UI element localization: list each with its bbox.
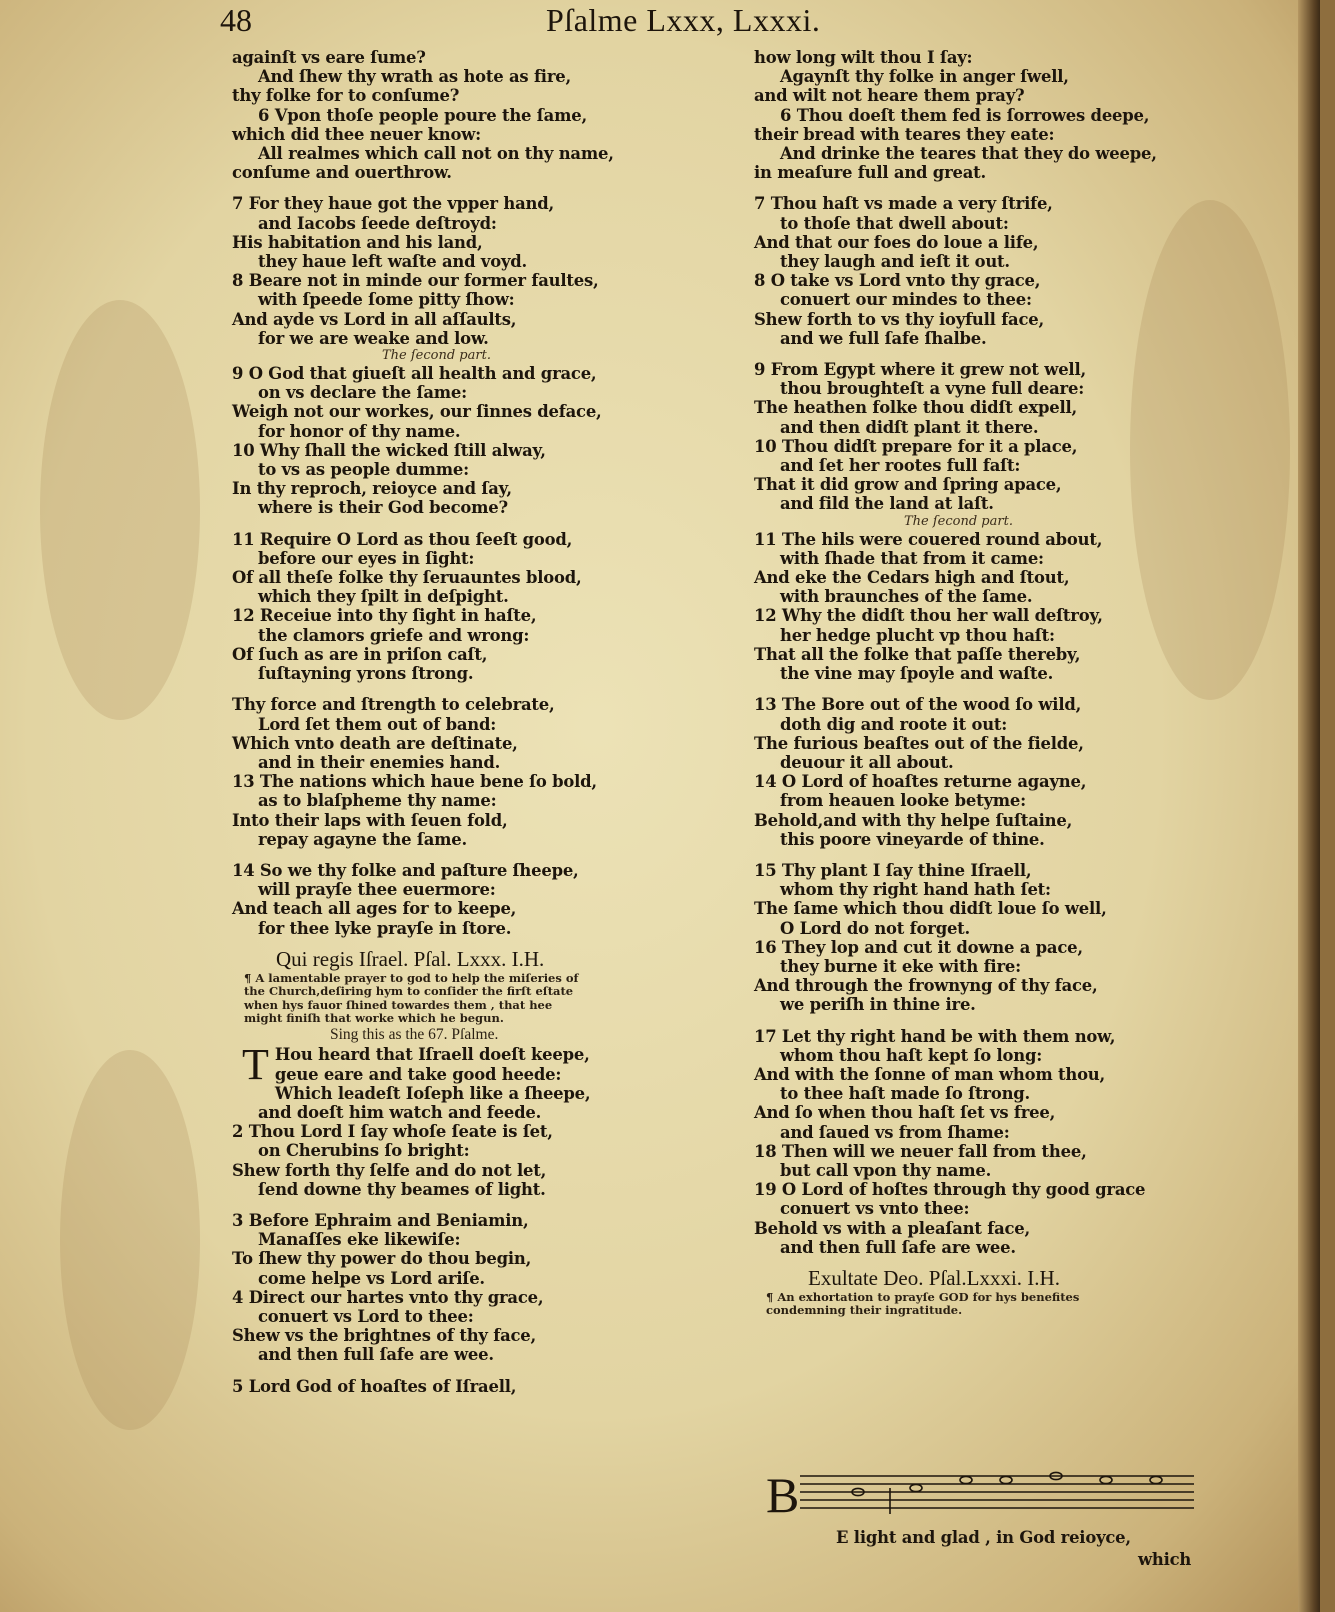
- verse-line: Manaſſes eke likewiſe:: [258, 1230, 461, 1250]
- first-verse: [232, 1040, 702, 1199]
- verse-line: Shew forth thy ſelfe and do not let,: [232, 1160, 547, 1180]
- psalm-argument: [754, 1291, 1194, 1318]
- verse-line: And drinke the teares that they do weepe,: [780, 144, 1157, 164]
- verse-block: [232, 194, 702, 348]
- verse-line: this poore vineyarde of thine.: [780, 829, 1045, 849]
- verse-line: O Lord do not forget.: [780, 918, 971, 938]
- verse-line: In thy reproch, reioyce and ſay,: [232, 479, 512, 499]
- verse-line: And ſhew thy wrath as hote as fire,: [258, 67, 572, 87]
- verse-line: conuert vs vnto thee:: [780, 1199, 970, 1219]
- verse-line: To ſhew thy power do thou begin,: [232, 1249, 532, 1269]
- verse-line: 2 Thou Lord I ſay whoſe ſeate is ſet,: [232, 1122, 553, 1142]
- verse-line: And eke the Cedars high and ſtout,: [754, 568, 1070, 588]
- verse-line: Shew forth to vs thy ioyfull face,: [754, 309, 1044, 329]
- verse-line: thou broughteſt a vyne full deare:: [780, 379, 1085, 399]
- page-title: Pſalme Lxxx, Lxxxi.: [546, 2, 821, 38]
- verse-line: 9 From Egypt where it grew not well,: [754, 360, 1086, 380]
- verse-line: will prayſe thee euermore:: [258, 880, 496, 900]
- verse-line: to thee haſt made ſo ſtrong.: [780, 1084, 1031, 1104]
- verse-line: Shew vs the brightnes of thy face,: [232, 1326, 537, 1346]
- argument-line: might finiſh that worke which he begun.: [244, 1010, 504, 1025]
- verse-line: for thee lyke prayſe in ſtore.: [258, 918, 512, 938]
- verse-line: which they ſpilt in deſpight.: [258, 587, 509, 607]
- right-column: [754, 48, 1194, 1318]
- verse-block: [232, 1377, 702, 1396]
- verse-line: 14 So we thy folke and paſture ſheepe,: [232, 860, 579, 880]
- verse-line: whom thou haſt kept ſo long:: [780, 1045, 1043, 1065]
- verse-line: 18 Then will we neuer fall from thee,: [754, 1141, 1087, 1161]
- verse-line: her hedge plucht vp thou haſt:: [780, 625, 1055, 645]
- verse-line: 8 Beare not in minde our former faultes,: [232, 271, 599, 291]
- foxing-stain: [60, 1050, 200, 1430]
- verse-line: And ſo when thou haſt ſet vs free,: [754, 1103, 1056, 1123]
- verse-line: Agaynſt thy folke in anger ſwell,: [780, 67, 1069, 87]
- argument-line: when hys fauor ſhined towardes them , that hee: [244, 997, 553, 1012]
- verse-line: 7 Thou haſt vs made a very ſtrife,: [754, 194, 1053, 214]
- verse-line: Which vnto death are deſtinate,: [232, 733, 518, 753]
- verse-line: 13 The nations which haue bene ſo bold,: [232, 772, 597, 792]
- verse-line: and fild the land at laſt.: [780, 494, 994, 514]
- verse-block: [754, 194, 1194, 348]
- verse-line: 10 Thou didſt prepare for it a place,: [754, 436, 1078, 456]
- psalm-title: Exultate Deo. Pſal.Lxxxi. I.H.: [808, 1265, 1060, 1290]
- verse-line: 11 The hils were couered round about,: [754, 529, 1103, 549]
- first-line-of-psalm: E light and glad , in God reioyce,: [836, 1528, 1131, 1547]
- page-edge-shadow: [1298, 0, 1320, 1612]
- verse-line: Into their laps with ſeuen fold,: [232, 810, 508, 830]
- verse-block: [232, 1040, 702, 1199]
- verse-block: [232, 364, 702, 518]
- verse-line: and Iacobs ſeede deſtroyd:: [258, 213, 497, 233]
- verse-line: where is their God become?: [258, 498, 508, 518]
- verse-line: 10 Why ſhall the wicked ſtill alway,: [232, 440, 546, 460]
- verse-line: Lord ſet them out of band:: [258, 714, 497, 734]
- verse-line: for we are weake and low.: [258, 328, 489, 348]
- verse-block: [754, 530, 1194, 684]
- verse-line: with ſhade that from it came:: [780, 548, 1044, 568]
- verse-line: The heathen folke thou didſt expell,: [754, 398, 1078, 418]
- verse-line: from heauen looke betyme:: [780, 791, 1026, 811]
- part-label: The ſecond part.: [904, 513, 1013, 529]
- verse-line: and doeſt him watch and feede.: [258, 1102, 542, 1122]
- verse-line: And through the frownyng of thy face,: [754, 976, 1098, 996]
- verse-line: and then didſt plant it there.: [780, 417, 1039, 437]
- verse-line: 14 O Lord of hoaſtes returne agayne,: [754, 772, 1087, 792]
- verse-block: [754, 360, 1194, 514]
- verse-block: [754, 695, 1194, 849]
- verse-block: [232, 1211, 702, 1365]
- verse-line: but call vpon thy name.: [780, 1160, 992, 1180]
- verse-line: conuert vs Lord to thee:: [258, 1307, 474, 1326]
- verse-line: 4 Direct our hartes vnto thy grace,: [232, 1287, 544, 1307]
- verse-line: Thy force and ſtrength to celebrate,: [232, 695, 555, 715]
- verse-line: All realmes which call not on thy name,: [258, 144, 614, 164]
- verse-line: on Cherubins ſo bright:: [258, 1141, 470, 1161]
- verse-line: conuert our mindes to thee:: [780, 290, 1032, 310]
- page-number: 48: [220, 2, 252, 38]
- verse-line: repay agayne the ſame.: [258, 829, 468, 849]
- verse-line: againſt vs eare ſume?: [232, 48, 426, 67]
- verse-line: before our eyes in ſight:: [258, 548, 475, 568]
- argument-line: ¶ An exhortation to prayſe GOD for hys benefites: [766, 1289, 1080, 1304]
- verse-line: 7 For they haue got the vpper hand,: [232, 194, 554, 214]
- verse-line: That it did grow and ſpring apace,: [754, 475, 1062, 495]
- verse-line: in meaſure full and great.: [754, 163, 987, 183]
- verse-line: they haue left waſte and voyd.: [258, 252, 528, 272]
- verse-line: as to blaſpheme thy name:: [258, 791, 497, 811]
- verse-line: the clamors griefe and wrong:: [258, 625, 530, 645]
- verse-line: to vs as people dumme:: [258, 460, 470, 480]
- verse-line: and we full ſafe ſhalbe.: [780, 328, 987, 348]
- verse-line: 19 O Lord of hoſtes through thy good grace: [754, 1180, 1146, 1200]
- drop-cap: T: [242, 1040, 269, 1090]
- verse-line: whom thy right hand hath ſet:: [780, 880, 1051, 900]
- staff-lines: [800, 1476, 1194, 1508]
- verse-line: 17 Let thy right hand be with them now,: [754, 1026, 1116, 1046]
- verse-line: 16 They lop and cut it downe a pace,: [754, 937, 1083, 957]
- verse-line: thy folke for to conſume?: [232, 86, 460, 106]
- verse-line: ſuſtayning yrons ſtrong.: [258, 664, 474, 684]
- verse-line: 3 Before Ephraim and Beniamin,: [232, 1210, 529, 1230]
- verse-line: how long wilt thou I ſay:: [754, 48, 973, 67]
- verse-line: and wilt not heare them pray?: [754, 86, 1025, 106]
- running-head: [220, 2, 1220, 42]
- verse-block: [754, 48, 1194, 182]
- verse-line: 6 Thou doeſt them fed is ſorrowes deepe,: [780, 105, 1150, 125]
- verse-line: they burne it eke with fire:: [780, 956, 1021, 976]
- verse-line: they laugh and ieſt it out.: [780, 252, 1010, 272]
- verse-block: [232, 48, 702, 182]
- verse-line: the vine may ſpoyle and waſte.: [780, 664, 1054, 684]
- verse-line: 15 Thy plant I ſay thine Iſraell,: [754, 860, 1032, 880]
- foxing-stain: [40, 300, 200, 720]
- verse-line: 11 Require O Lord as thou ſeeſt good,: [232, 529, 573, 549]
- argument-line: the Church,deſiring hym to conſider the firſt eſtate: [244, 984, 574, 999]
- tune-note: Sing this as the 67. Pſalme.: [330, 1026, 499, 1044]
- verse-line: and ſet her rootes full faſt:: [780, 456, 1021, 476]
- verse-line: Weigh not our workes, our ſinnes deface,: [232, 402, 602, 422]
- verse-line: conſume and ouerthrow.: [232, 163, 452, 183]
- verse-line: and in their enemies hand.: [258, 752, 501, 772]
- verse-line: which did thee neuer know:: [232, 124, 481, 144]
- psalm-title: Qui regis Iſrael. Pſal. Lxxx. I.H.: [276, 946, 545, 971]
- verse-line: their bread with teares they eate:: [754, 124, 1055, 144]
- left-column: [232, 48, 702, 1396]
- verse-line: and ſaued vs from ſhame:: [780, 1122, 1010, 1142]
- verse-block: [232, 861, 702, 938]
- verse-line: doth dig and roote it out:: [780, 714, 1008, 734]
- verse-line: 6 Vpon thoſe people poure the ſame,: [258, 105, 587, 125]
- verse-line: The ſame which thou didſt loue ſo well,: [754, 899, 1107, 919]
- psalm-argument: [232, 972, 702, 1026]
- verse-line: deuour it all about.: [780, 752, 954, 772]
- verse-line: Behold vs with a pleaſant face,: [754, 1218, 1031, 1238]
- verse-line: His habitation and his land,: [232, 232, 483, 252]
- music-initial: B: [766, 1467, 800, 1522]
- verse-line: 13 The Bore out of the wood ſo wild,: [754, 695, 1082, 715]
- verse-line: with ſpeede ſome pitty ſhow:: [258, 290, 515, 310]
- music-staff: [766, 1466, 1196, 1522]
- verse-block: [232, 695, 702, 849]
- verse-line: The furious beaſtes out of the fielde,: [754, 733, 1084, 753]
- verse-block: [754, 1027, 1194, 1257]
- verse-line: 12 Receiue into thy ſight in haſte,: [232, 606, 537, 626]
- verse-line: And with the ſonne of man whom thou,: [754, 1064, 1106, 1084]
- verse-line: That all the folke that paſſe thereby,: [754, 644, 1081, 664]
- verse-block: [232, 530, 702, 684]
- verse-line: And ayde vs Lord in all aſſaults,: [232, 309, 517, 329]
- catchword: which: [1138, 1550, 1192, 1569]
- verse-line: And teach all ages for to keepe,: [232, 899, 517, 919]
- verse-line: geue eare and take good heede:: [274, 1064, 562, 1084]
- verse-line: for honor of thy name.: [258, 421, 461, 441]
- verse-line: 9 O God that giueſt all health and grace,: [232, 364, 597, 384]
- verse-line: ſend downe thy beames of light.: [258, 1179, 546, 1199]
- verse-line: and then full ſafe are wee.: [258, 1345, 494, 1365]
- verse-line: on vs declare the ſame:: [258, 383, 468, 403]
- verse-line: 8 O take vs Lord vnto thy grace,: [754, 271, 1041, 291]
- verse-block: [754, 861, 1194, 1015]
- verse-line: we periſh in thine ire.: [780, 995, 976, 1015]
- verse-line: 5 Lord God of hoaſtes of Iſraell,: [232, 1376, 517, 1396]
- argument-line: ¶ A lamentable prayer to god to help the miſeries of: [244, 970, 579, 985]
- verse-line: come helpe vs Lord ariſe.: [258, 1268, 485, 1288]
- verse-line: Hou heard that Iſraell doeſt keepe,: [274, 1045, 590, 1065]
- verse-line: Behold,and with thy helpe ſuſtaine,: [754, 810, 1073, 830]
- verse-line: and then full ſafe are wee.: [780, 1237, 1016, 1257]
- verse-line: And that our foes do loue a life,: [754, 232, 1039, 252]
- verse-line: 12 Why the didſt thou her wall deſtroy,: [754, 606, 1103, 626]
- verse-line: to thoſe that dwell about:: [780, 213, 1009, 233]
- verse-line: Which leadeſt Ioſeph like a ſheepe,: [274, 1083, 591, 1103]
- verse-line: Of ſuch as are in priſon caſt,: [232, 644, 488, 664]
- verse-line: with braunches of the ſame.: [780, 587, 1033, 607]
- argument-line: condemning their ingratitude.: [766, 1303, 963, 1318]
- part-label: The ſecond part.: [382, 348, 491, 364]
- verse-line: Of all theſe folke thy ſeruauntes blood,: [232, 568, 582, 588]
